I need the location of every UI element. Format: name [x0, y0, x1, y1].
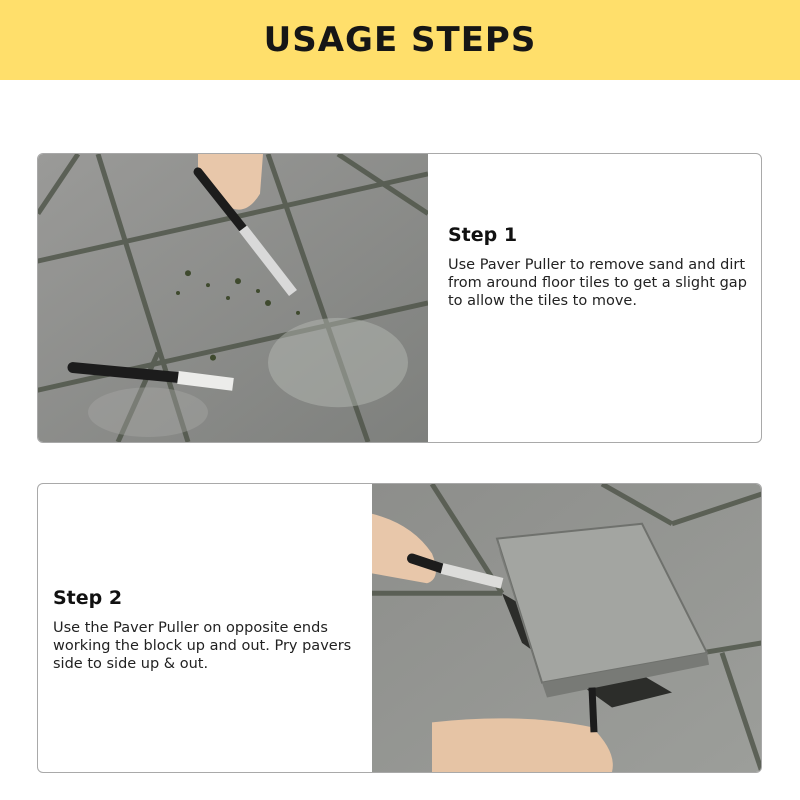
step-1-card — [37, 153, 762, 443]
step-1-photo — [38, 154, 428, 442]
step-2-text — [53, 587, 363, 673]
step-2-title: Step 2 — [53, 587, 123, 609]
step-1-title: Step 1 — [448, 224, 518, 246]
step-1-description: Use Paver Puller to remove sand and dirt from around floor tiles to get a slight gap to allow the tiles to move. — [448, 257, 747, 309]
step-2-card — [37, 483, 762, 773]
step-2-description: Use the Paver Puller on opposite ends working the block up and out. Pry pavers side to side up & out. — [53, 620, 352, 672]
step-1-text — [448, 224, 758, 310]
step-2-photo — [372, 484, 762, 772]
header-banner — [0, 0, 800, 80]
page-title: USAGE STEPS — [263, 20, 537, 60]
